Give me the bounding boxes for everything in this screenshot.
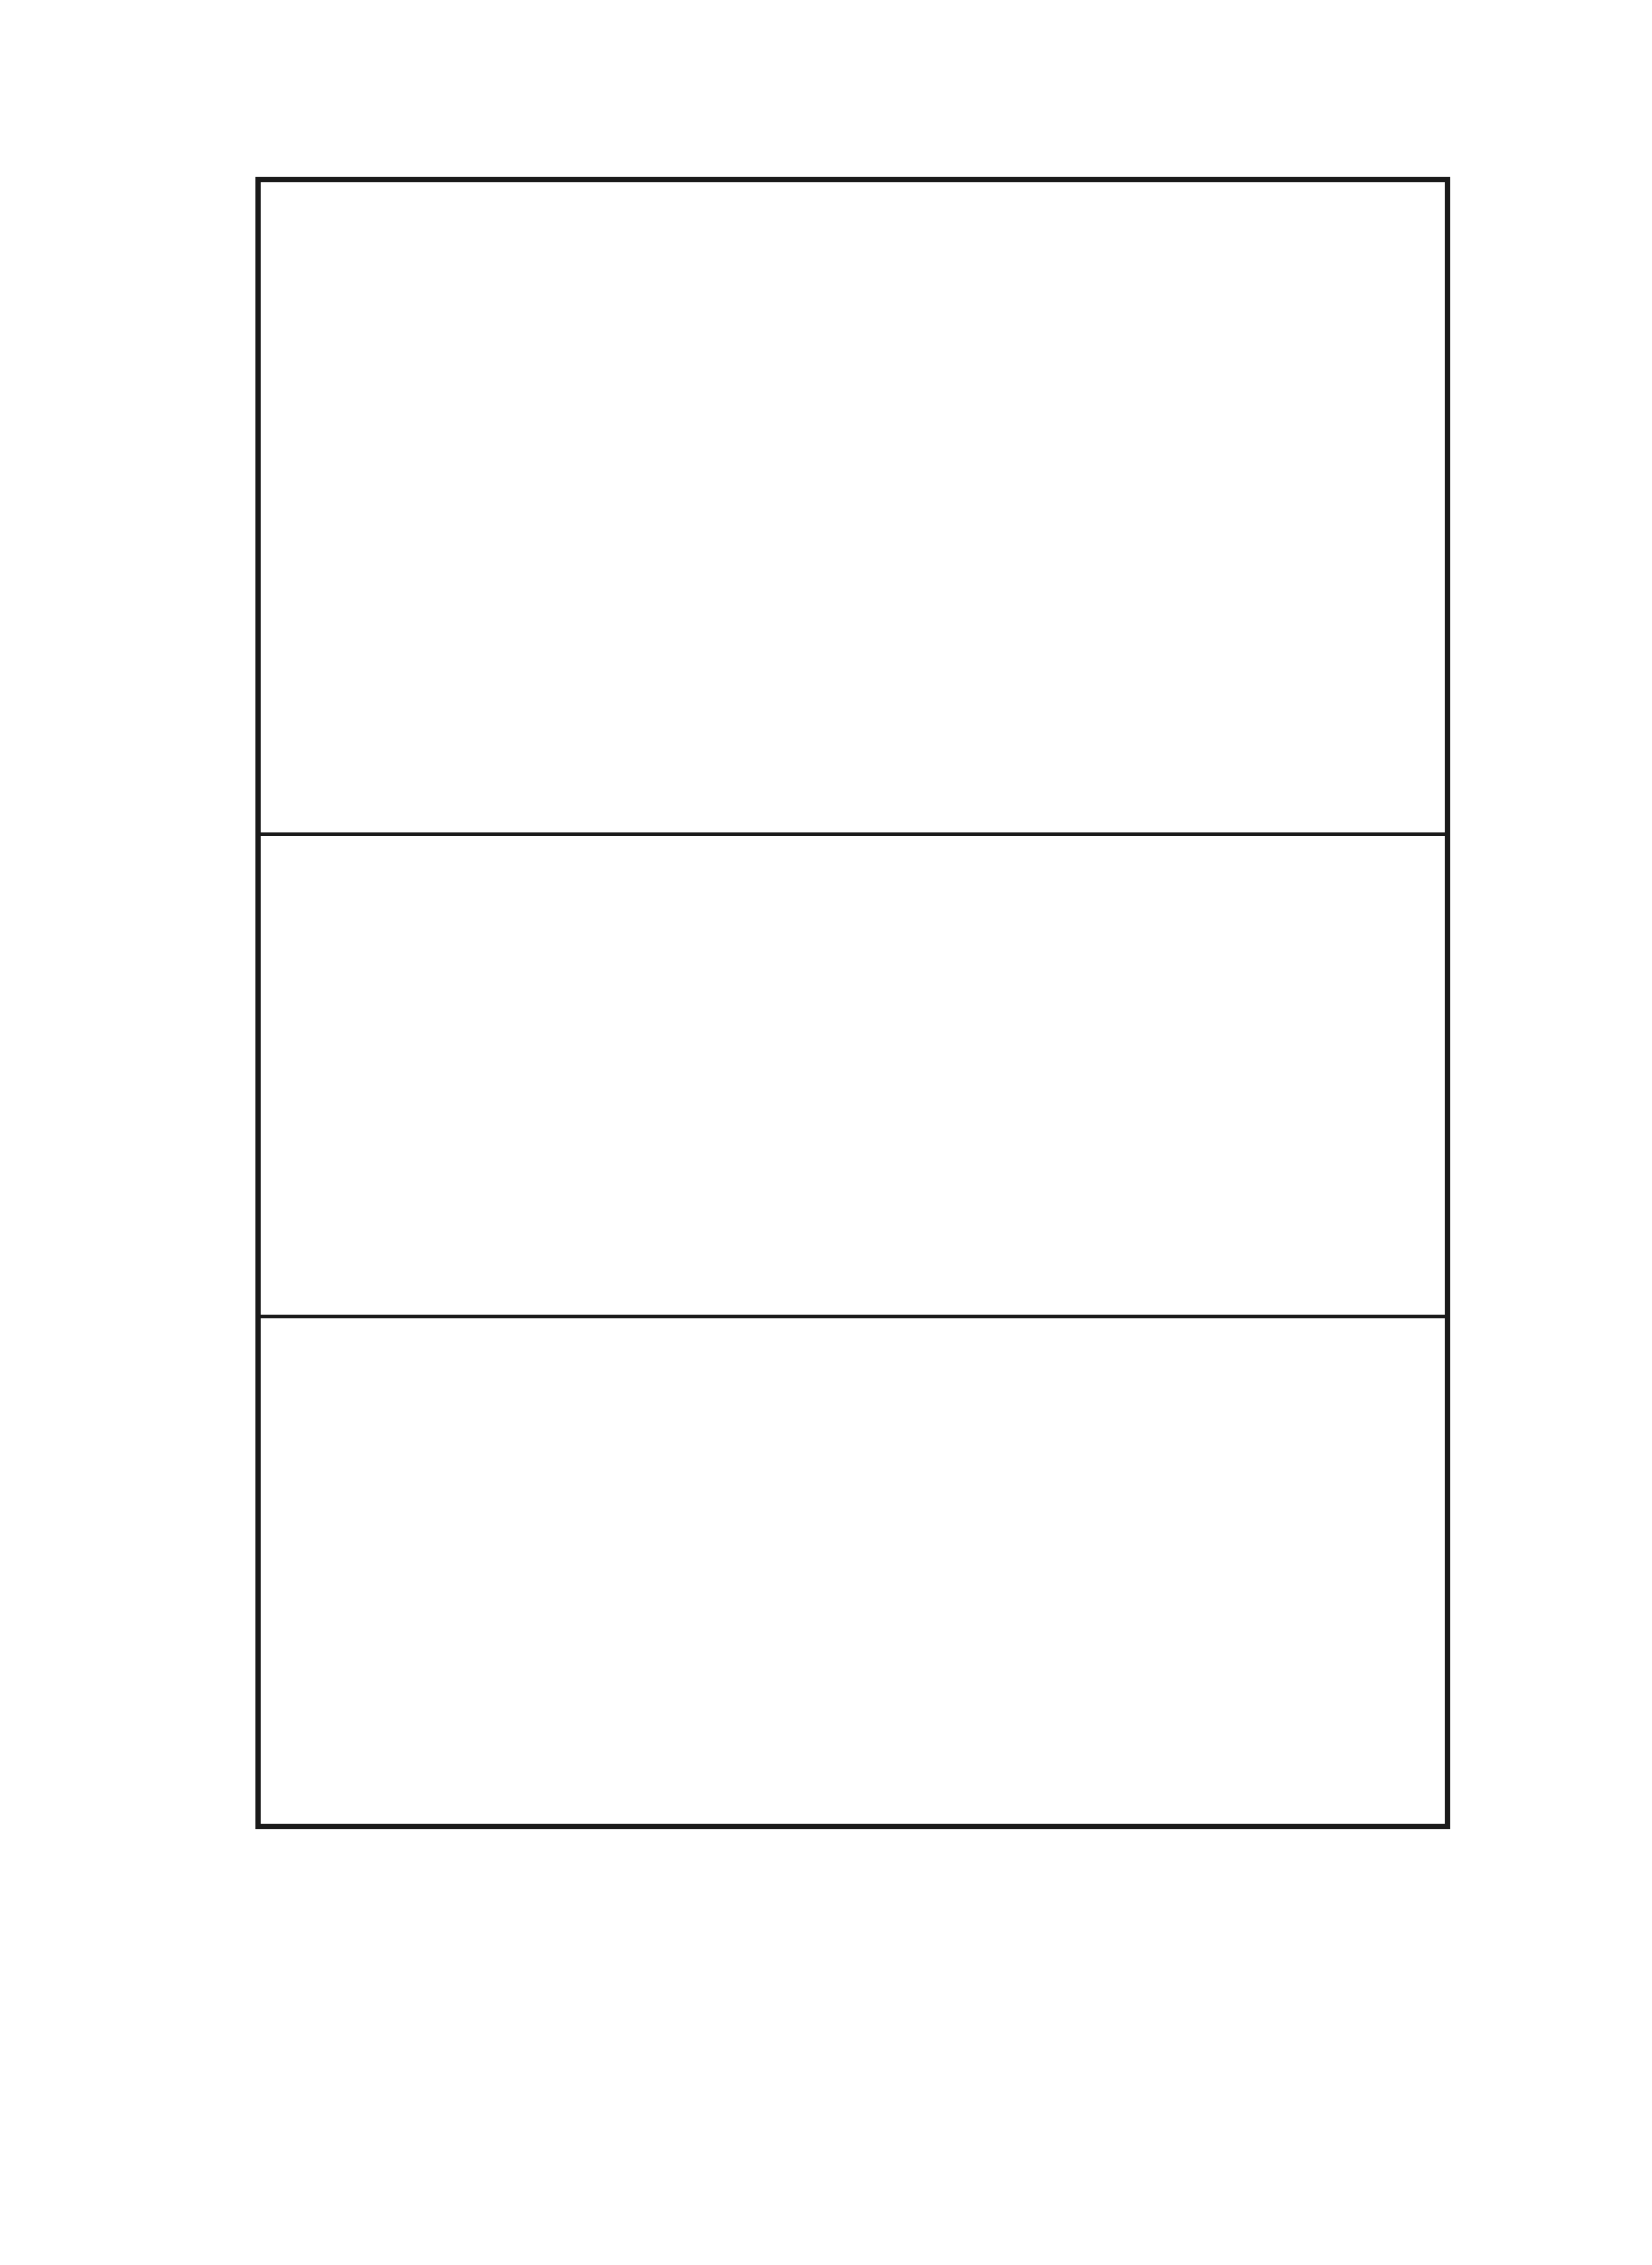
section-rule-bottom [255, 1315, 1450, 1318]
body-text-section [268, 184, 1438, 829]
section-rule-top [255, 832, 1450, 836]
table-section-1 [268, 838, 1438, 1311]
table-section-2 [268, 1320, 1438, 1818]
